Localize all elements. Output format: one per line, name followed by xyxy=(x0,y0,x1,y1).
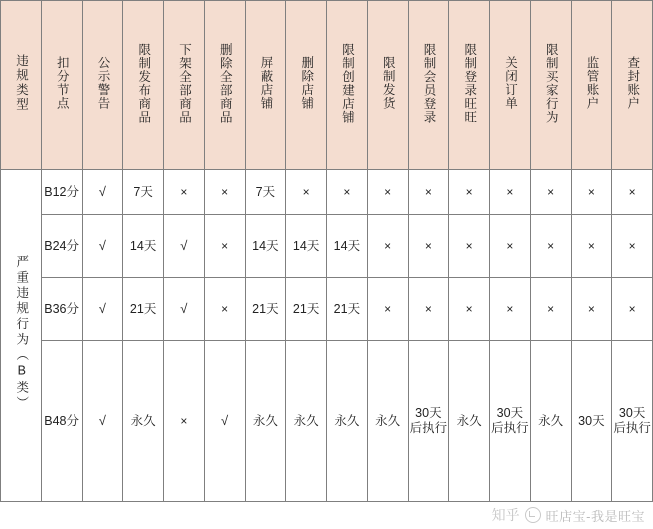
cell-restrict-member-login: 30天后执行 xyxy=(408,341,449,502)
cell-restrict-member-login: × xyxy=(408,170,449,215)
header-label: 限制登录旺旺 xyxy=(462,42,477,124)
table-header-cell-seal-account xyxy=(612,1,653,170)
header-label: 限制会员登录 xyxy=(421,42,436,124)
cell-restrict-buyer-behavior: × xyxy=(530,170,571,215)
cell-restrict-wangwang-login: × xyxy=(449,278,490,341)
table-header-cell-restrict-publish xyxy=(123,1,164,170)
header-label: 扣分节点 xyxy=(55,56,70,111)
cell-restrict-publish: 永久 xyxy=(123,341,164,502)
table-header-cell-close-orders xyxy=(490,1,531,170)
header-label: 关闭订单 xyxy=(503,56,518,111)
table-row xyxy=(1,170,653,215)
cell-delist-all: × xyxy=(164,170,205,215)
cell-delete-shop: × xyxy=(286,170,327,215)
header-label: 违规类型 xyxy=(14,54,29,113)
cell-block-shop: 14天 xyxy=(245,215,286,278)
category-cell-serious-violation xyxy=(1,170,42,502)
zhihu-logo: 知乎 xyxy=(491,507,520,523)
header-label: 公示警告 xyxy=(95,56,110,111)
cell-restrict-create-shop: 21天 xyxy=(327,278,368,341)
cell-restrict-publish: 7天 xyxy=(123,170,164,215)
category-label: 严重违规行为（B类） xyxy=(14,255,29,412)
cell-restrict-create-shop: × xyxy=(327,170,368,215)
header-label: 屏蔽店铺 xyxy=(258,56,273,111)
table-header-cell-restrict-shipping xyxy=(367,1,408,170)
cell-delist-all: √ xyxy=(164,278,205,341)
cell-restrict-buyer-behavior: 永久 xyxy=(530,341,571,502)
table-header-cell-delete-all xyxy=(204,1,245,170)
cell-supervise-account: × xyxy=(571,215,612,278)
table-row xyxy=(1,278,653,341)
cell-seal-account: × xyxy=(612,215,653,278)
table-header-cell-supervise-account xyxy=(571,1,612,170)
cell-delete-shop: 21天 xyxy=(286,278,327,341)
cell-restrict-buyer-behavior: × xyxy=(530,215,571,278)
header-label: 限制创建店铺 xyxy=(340,42,355,124)
cell-restrict-member-login: × xyxy=(408,215,449,278)
cell-restrict-publish: 14天 xyxy=(123,215,164,278)
cell-restrict-buyer-behavior: × xyxy=(530,278,571,341)
cell-seal-account: 30天后执行 xyxy=(612,341,653,502)
table-row xyxy=(1,215,653,278)
cell-close-orders: 30天后执行 xyxy=(490,341,531,502)
cell-delete-all: × xyxy=(204,170,245,215)
cell-public-warning: √ xyxy=(82,215,123,278)
header-label: 监管账户 xyxy=(584,56,599,111)
cell-seal-account: × xyxy=(612,170,653,215)
table-header-cell-delete-shop xyxy=(286,1,327,170)
header-label: 限制发布商品 xyxy=(136,42,151,124)
table-header-row xyxy=(1,1,653,170)
table-header-cell-restrict-create-shop xyxy=(327,1,368,170)
table-header-cell-violation-type xyxy=(1,1,42,170)
cell-close-orders: × xyxy=(490,278,531,341)
cell-block-shop: 7天 xyxy=(245,170,286,215)
row-node-label: B48分 xyxy=(41,341,82,502)
cell-restrict-create-shop: 14天 xyxy=(327,215,368,278)
cell-delete-all: √ xyxy=(204,341,245,502)
watermark xyxy=(492,505,645,525)
cell-restrict-wangwang-login: × xyxy=(449,215,490,278)
table-header-cell-public-warning xyxy=(82,1,123,170)
table-row xyxy=(1,341,653,502)
row-node-label: B24分 xyxy=(41,215,82,278)
cell-restrict-shipping: × xyxy=(367,215,408,278)
cell-public-warning: √ xyxy=(82,170,123,215)
cell-delist-all: × xyxy=(164,341,205,502)
cell-block-shop: 永久 xyxy=(245,341,286,502)
table-header-cell-deduction-node xyxy=(41,1,82,170)
cell-delete-shop: 永久 xyxy=(286,341,327,502)
cell-delete-all: × xyxy=(204,278,245,341)
cell-restrict-wangwang-login: 永久 xyxy=(449,341,490,502)
table-body xyxy=(1,170,653,502)
table-header-cell-delist-all xyxy=(164,1,205,170)
header-label: 限制买家行为 xyxy=(544,42,559,124)
check-circle-icon xyxy=(525,507,541,523)
cell-public-warning: √ xyxy=(82,341,123,502)
watermark-username: 旺店宝-我是旺宝 xyxy=(545,508,645,524)
cell-supervise-account: 30天 xyxy=(571,341,612,502)
cell-restrict-member-login: × xyxy=(408,278,449,341)
cell-seal-account: × xyxy=(612,278,653,341)
cell-block-shop: 21天 xyxy=(245,278,286,341)
row-node-label: B12分 xyxy=(41,170,82,215)
table-header-cell-block-shop xyxy=(245,1,286,170)
cell-restrict-shipping: × xyxy=(367,170,408,215)
cell-restrict-shipping: 永久 xyxy=(367,341,408,502)
header-label: 限制发货 xyxy=(381,56,396,111)
cell-delist-all: √ xyxy=(164,215,205,278)
cell-restrict-shipping: × xyxy=(367,278,408,341)
cell-restrict-wangwang-login: × xyxy=(449,170,490,215)
table-header xyxy=(1,1,653,170)
table-header-cell-restrict-member-login xyxy=(408,1,449,170)
cell-public-warning: √ xyxy=(82,278,123,341)
cell-supervise-account: × xyxy=(571,170,612,215)
table-header-cell-restrict-buyer-behavior xyxy=(530,1,571,170)
cell-close-orders: × xyxy=(490,215,531,278)
cell-restrict-create-shop: 永久 xyxy=(327,341,368,502)
cell-supervise-account: × xyxy=(571,278,612,341)
header-label: 删除店铺 xyxy=(299,56,314,111)
cell-restrict-publish: 21天 xyxy=(123,278,164,341)
header-label: 删除全部商品 xyxy=(218,42,233,124)
header-label: 查封账户 xyxy=(625,56,640,111)
cell-delete-all: × xyxy=(204,215,245,278)
table-header-cell-restrict-wangwang-login xyxy=(449,1,490,170)
header-label: 下架全部商品 xyxy=(177,42,192,124)
cell-close-orders: × xyxy=(490,170,531,215)
row-node-label: B36分 xyxy=(41,278,82,341)
cell-delete-shop: 14天 xyxy=(286,215,327,278)
